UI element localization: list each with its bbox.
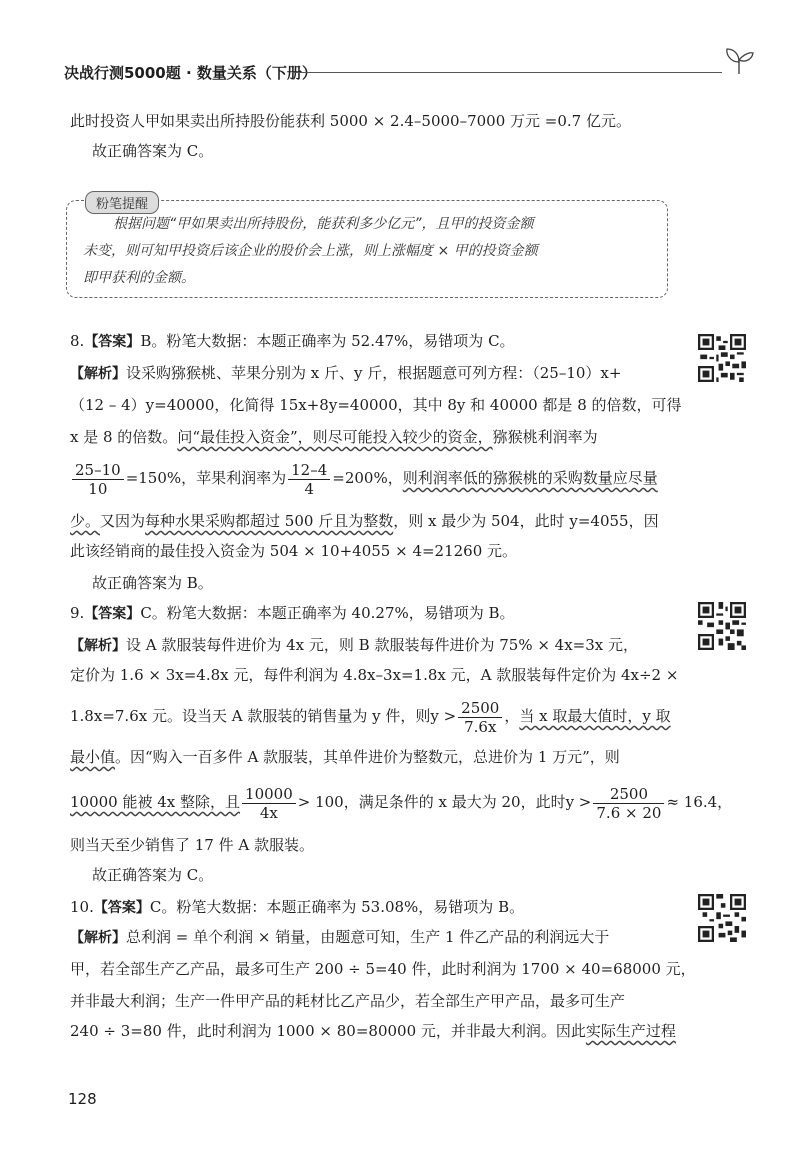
q10-answer-line [70, 896, 670, 919]
text-span: 猕猴桃利润率为 [492, 428, 598, 446]
fraction-denominator: 7.6 × 20 [596, 803, 662, 822]
fraction [72, 461, 124, 498]
q8-line4 [70, 458, 670, 498]
fraction-denominator: 4x [259, 803, 278, 822]
q8-answer-text: B。粉笔大数据：本题正确率为 52.47%，易错项为 C。 [140, 332, 515, 350]
tip-badge: 粉笔提醒 [85, 191, 159, 214]
fraction [242, 785, 296, 822]
text-line: 甲，若全部生产乙产品，最多可生产 200 ÷ 5=40 件，此时利润为 1700 × 40=68000 元， [70, 960, 696, 978]
emphasis-span: 10000 能被 4x 整除，且 [70, 793, 241, 811]
emphasis-span: 当 x 取最大值时，y 取 [519, 707, 671, 725]
emphasis-span: 每种水果采购都超过 500 斤且为整数 [145, 512, 394, 530]
fraction-denominator: 4 [304, 479, 314, 498]
q10-analysis-line [70, 926, 670, 949]
analysis-tag: 【解析】 [70, 930, 126, 946]
fraction-numerator: 12–4 [288, 461, 330, 480]
emphasis-span: 最小值 [70, 748, 116, 766]
running-header [56, 58, 756, 84]
fraction [458, 699, 502, 736]
answer-tag: 【答案】 [84, 606, 141, 622]
fraction-numerator: 25–10 [72, 461, 124, 480]
page-number: 128 [68, 1090, 97, 1108]
fraction [593, 785, 664, 822]
q9-analysis-line [70, 634, 670, 657]
qr-code-icon[interactable] [698, 602, 746, 650]
answer-tag: 【答案】 [84, 334, 141, 350]
q10-answer-text: C。粉笔大数据：本题正确率为 53.08%，易错项为 B。 [149, 898, 525, 916]
answer-conclusion: 故正确答案为 C。 [92, 142, 214, 160]
text-line: 此该经销商的最佳投入资金为 504 × 10+4055 × 4=21260 元。 [70, 542, 518, 560]
answer-conclusion: 故正确答案为 B。 [92, 574, 213, 592]
qr-code-icon[interactable] [698, 894, 746, 942]
text-span: =150%，苹果利润率为 [125, 469, 287, 487]
text-span: =200%， [332, 469, 403, 487]
sprout-icon [722, 44, 756, 78]
text-line: 定价为 1.6 × 3x=4.8x 元，每件利润为 4.8x–3x=1.8x 元，A 款服装每件定价为 4x÷2 × [70, 666, 679, 684]
fraction-numerator: 2500 [593, 785, 664, 804]
fraction-numerator: 2500 [458, 699, 502, 718]
q9-line4 [70, 746, 670, 768]
q9-line3 [70, 696, 670, 736]
q8-line3 [70, 426, 670, 448]
header-rule [292, 72, 722, 73]
fraction-numerator: 10000 [242, 785, 296, 804]
text-span: 240 ÷ 3=80 件，此时利润为 1000 × 80=80000 元，并非最大利润。因此 [70, 1022, 586, 1040]
tip-line: 根据问题“甲如果卖出所持股份，能获利多少亿元”，且甲的投资金额 [113, 216, 534, 232]
tip-line: 未变，则可知甲投资后该企业的股价会上涨，则上涨幅度 × 甲的投资金额 [83, 243, 538, 259]
text-span: 。因“购入一百多件 A 款服装，其单件进价为整数元，总进价为 1 万元”，则 [115, 748, 620, 766]
qr-code-icon[interactable] [698, 334, 746, 382]
text-line: （12 – 4）y=40000，化简得 15x+8y=40000，其中 8y 和 40000 都是 8 的倍数，可得 [70, 396, 682, 414]
q10-number: 10. [70, 898, 94, 916]
fraction [288, 461, 330, 498]
text-line: 则当天至少销售了 17 件 A 款服装。 [70, 836, 314, 854]
fraction-denominator: 7.6x [464, 717, 497, 736]
text-line: 总利润 = 单个利润 × 销量，由题意可知，生产 1 件乙产品的利润远大于 [126, 928, 610, 946]
text-span: x 是 8 的倍数。 [70, 428, 178, 446]
text-line: 此时投资人甲如果卖出所持股份能获利 5000 × 2.4–5000–7000 万元 =0.7 亿元。 [70, 112, 631, 130]
text-line: 设 A 款服装每件进价为 4x 元，则 B 款服装每件进价为 75% × 4x=3x 元， [126, 636, 639, 654]
q10-line4 [70, 1020, 676, 1042]
analysis-tag: 【解析】 [70, 638, 126, 654]
text-line: 并非最大利润；生产一件甲产品的耗材比乙产品少，若全部生产甲产品，最多可生产 [70, 992, 626, 1010]
q9-line5 [70, 782, 733, 822]
q9-answer-text: C。粉笔大数据：本题正确率为 40.27%，易错项为 B。 [140, 604, 515, 622]
text-line: 设采购猕猴桃、苹果分别为 x 斤、y 斤，根据题意可列方程：（25–10）x+ [126, 364, 622, 382]
answer-tag: 【答案】 [93, 900, 150, 916]
text-span: > 100，满足条件的 x 最大为 20，此时y > [297, 793, 592, 811]
text-span: 又因为 [100, 512, 146, 530]
tip-text [83, 211, 653, 292]
book-title: 决战行测5000题 · 数量关系（下册） [64, 64, 317, 82]
text-span: 1.8x=7.6x 元。设当天 A 款服装的销售量为 y 件，则y > [70, 707, 457, 725]
q8-line5 [70, 510, 670, 532]
q9-answer-line [70, 602, 670, 625]
text-span: ≈ 16.4， [666, 793, 733, 811]
analysis-tag: 【解析】 [70, 366, 126, 382]
answer-conclusion: 故正确答案为 C。 [92, 866, 214, 884]
text-span: ， [504, 707, 520, 725]
text-span: ，则 x 最少为 504，此时 y=4055，因 [393, 512, 659, 530]
fraction-denominator: 10 [88, 479, 108, 498]
tip-line: 即甲获利的金额。 [83, 270, 195, 286]
q8-number: 8. [70, 332, 85, 350]
emphasis-span: 实际生产过程 [585, 1022, 676, 1040]
emphasis-span: 少。 [70, 512, 101, 530]
emphasis-span: 问“最佳投入资金”，则尽可能投入较少的资金， [177, 428, 493, 446]
tip-box [66, 197, 668, 298]
q8-analysis-line [70, 362, 670, 385]
emphasis-span: 则利润率低的猕猴桃的采购数量应尽量 [402, 469, 658, 487]
q8-answer-line [70, 330, 670, 353]
q9-number: 9. [70, 604, 85, 622]
